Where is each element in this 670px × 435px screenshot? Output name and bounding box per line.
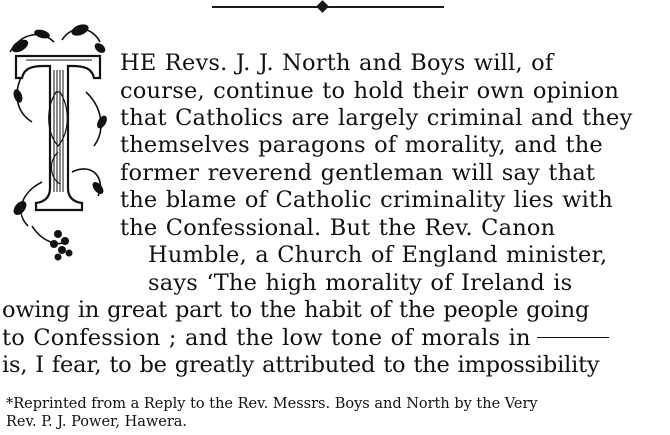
body-line: Humble, a Church of England minister, (148, 242, 608, 268)
omission-dash (537, 337, 609, 338)
body-line: the blame of Catholic criminality lies with (120, 187, 613, 213)
body-line: that Catholics are largely criminal and they (120, 105, 633, 131)
body-line: former reverend gentleman will say that (120, 160, 596, 186)
body-line: HE Revs. J. J. North and Boys will, of (120, 50, 554, 76)
rule-diamond-ornament (316, 0, 329, 13)
body-line: says ‘The high morality of Ireland is (148, 270, 573, 296)
body-line: the Confessional. But the Rev. Canon (120, 215, 556, 241)
ornate-initial-t-icon (2, 12, 114, 272)
body-line: is, I fear, to be greatly attributed to the impossibility (2, 352, 600, 378)
footnote-line: Rev. P. J. Power, Hawera. (6, 414, 188, 430)
body-line: owing in great part to the habit of the people going (2, 297, 590, 323)
body-line: course, continue to hold their own opinion (120, 78, 620, 104)
body-line: themselves paragons of morality, and the (120, 132, 603, 158)
body-line: to Confession ; and the low tone of morals in (2, 325, 609, 351)
footnote-line: *Reprinted from a Reply to the Rev. Messrs. Boys and North by the Very (6, 396, 538, 412)
